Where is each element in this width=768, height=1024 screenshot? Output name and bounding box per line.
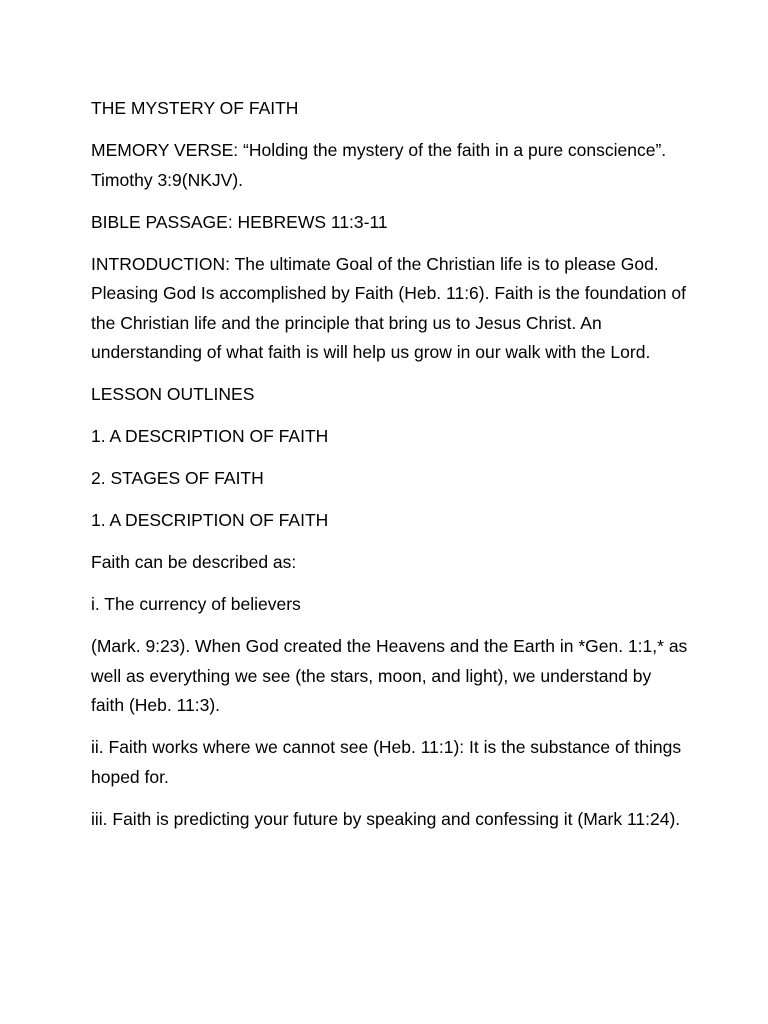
point-i: i. The currency of believers — [91, 594, 301, 614]
lesson-outlines-heading: LESSON OUTLINES — [91, 384, 255, 404]
point-iii: iii. Faith is predicting your future by speaking and confessing it (Mark 11:24). — [91, 808, 681, 829]
description-intro: Faith can be described as: — [91, 552, 297, 572]
introduction-paragraph: INTRODUCTION: The ultimate Goal of the Christian life is to please God. Pleasing God Is accomplished by Faith (Heb. 11:6). Faith is the foundation of the Christian life and the principle that bring us to Jesus Christ. An understanding of what faith is will help us grow in our walk with the Lord. — [91, 253, 686, 362]
document-title: THE MYSTERY OF FAITH — [91, 98, 299, 118]
bible-passage: BIBLE PASSAGE: HEBREWS 11:3-11 — [91, 211, 388, 232]
outline-item-2: 2. STAGES OF FAITH — [91, 468, 264, 488]
section-heading-description: 1. A DESCRIPTION OF FAITH — [91, 510, 329, 530]
point-ii: ii. Faith works where we cannot see (Heb. 11:1): It is the substance of things hoped for. — [91, 737, 682, 787]
point-i-detail: (Mark. 9:23). When God created the Heavens and the Earth in *Gen. 1:1,* as well as everything we see (the stars, moon, and light), we understand by faith (Heb. 11:3). — [91, 636, 688, 715]
memory-verse: MEMORY VERSE: “Holding the mystery of the faith in a pure conscience”. Timothy 3:9(NKJV). — [91, 140, 667, 190]
outline-item-1: 1. A DESCRIPTION OF FAITH — [91, 426, 329, 446]
